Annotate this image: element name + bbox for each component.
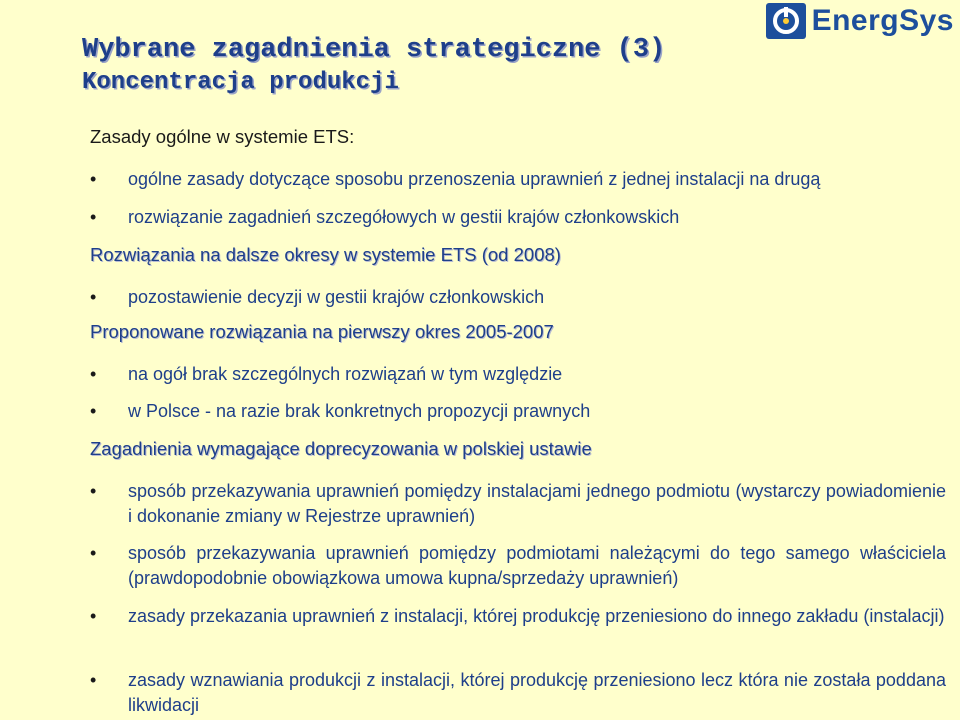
list-item [90, 285, 946, 310]
energsys-logo [766, 3, 954, 39]
list-item [90, 167, 946, 192]
list-item [90, 668, 946, 718]
title-line-1: Wybrane zagadnienia strategiczne (3) [82, 35, 666, 65]
bullet-icon: • [90, 670, 97, 690]
list-item [90, 205, 946, 230]
bullet-icon: • [90, 401, 97, 421]
section-heading-first-period: Proponowane rozwiązania na pierwszy okres 2005-2007 [90, 321, 554, 342]
bullet-icon: • [90, 207, 97, 227]
list-item [90, 479, 946, 529]
slide-title [82, 34, 665, 98]
energsys-logo-icon [766, 3, 806, 39]
list-item-text: pozostawienie decyzji w gestii krajów członkowskich [128, 287, 545, 307]
list-item-text: zasady wznawiania produkcji z instalacji, której produkcję przeniesiono lecz która nie została poddana likwidacji [128, 670, 946, 715]
list-item-text: ogólne zasady dotyczące sposobu przenoszenia uprawnień z jednej instalacji na drugą [128, 169, 821, 189]
list-item-text: zasady przekazania uprawnień z instalacji, której produkcję przeniesiono do innego zakładu (instalacji) [128, 606, 945, 626]
bullet-icon: • [90, 169, 97, 189]
list-item [90, 399, 946, 424]
list-item [90, 604, 946, 629]
bullet-icon: • [90, 481, 97, 501]
section-heading-polish-act: Zagadnienia wymagające doprecyzowania w polskiej ustawie [90, 438, 592, 459]
list-item-text: w Polsce - na razie brak konkretnych propozycji prawnych [128, 401, 591, 421]
section-heading-later-periods: Rozwiązania na dalsze okresy w systemie ETS (od 2008) [90, 244, 561, 265]
bullet-icon: • [90, 364, 97, 384]
logo-text: EnergSys [811, 4, 954, 37]
title-line-2: Koncentracja produkcji [82, 68, 399, 96]
list-item-text: rozwiązanie zagadnień szczegółowych w gestii krajów członkowskich [128, 207, 680, 227]
list-item [90, 362, 946, 387]
list-item-text: sposób przekazywania uprawnień pomiędzy instalacjami jednego podmiotu (wystarczy powiadomienie i dokonanie zmiany w Rejestrze uprawnień) [128, 481, 946, 526]
list-item [90, 541, 946, 591]
list-item-text: sposób przekazywania uprawnień pomiędzy podmiotami należącymi do tego samego właściciela (prawdopodobnie obowiązkowa umowa kupna/sprzedaży uprawnień) [128, 543, 946, 588]
bullet-icon: • [90, 606, 97, 626]
bullet-icon: • [90, 287, 97, 307]
section-heading-general-rules: Zasady ogólne w systemie ETS: [90, 126, 355, 147]
list-item-text: na ogół brak szczególnych rozwiązań w tym względzie [128, 364, 563, 384]
bullet-icon: • [90, 543, 97, 563]
